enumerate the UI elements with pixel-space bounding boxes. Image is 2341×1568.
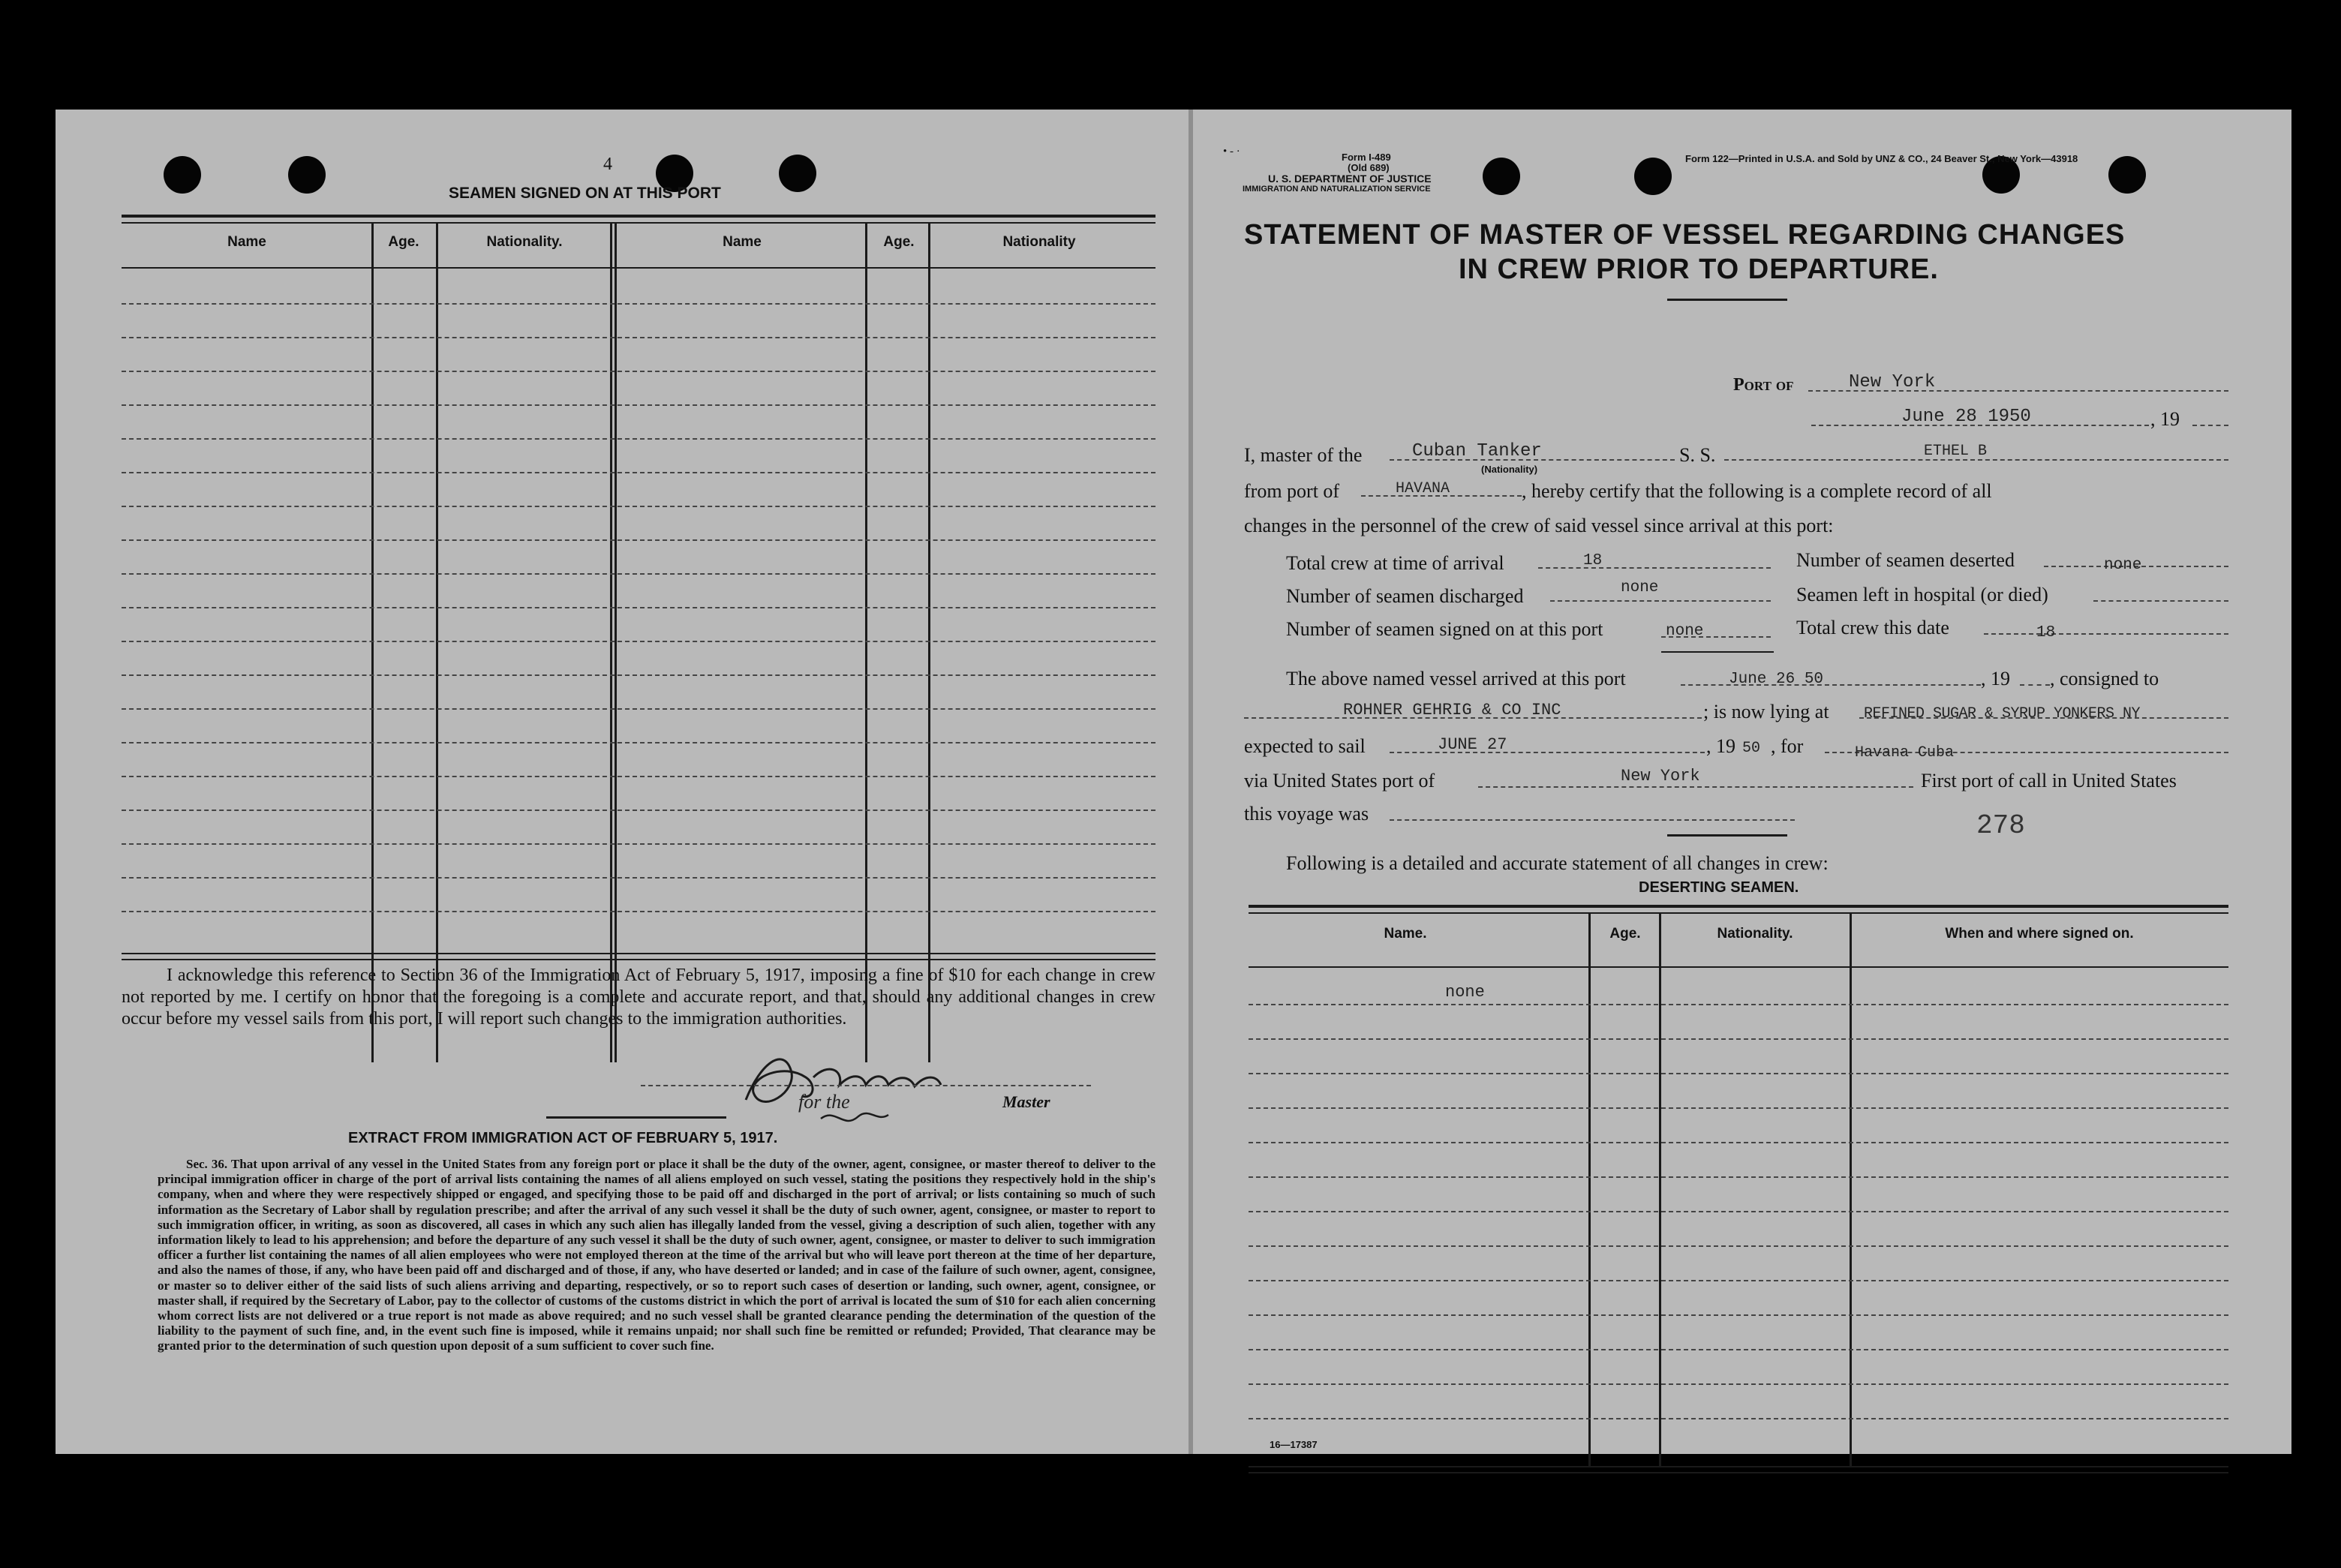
table-row <box>1249 1073 2228 1074</box>
title-underline <box>1667 299 1787 301</box>
scan-mark: • - · <box>1223 146 1240 158</box>
column-header-name: Name <box>227 234 266 250</box>
form-title-line1: STATEMENT OF MASTER OF VESSEL REGARDING CHANGES <box>1244 219 2126 251</box>
punch-hole <box>288 156 326 194</box>
nationality-value: Cuban Tanker <box>1412 441 1542 461</box>
table-row <box>1249 1349 2228 1350</box>
expected-year-prefix: , 19 <box>1706 735 1735 757</box>
from-port-value: HAVANA <box>1396 480 1450 497</box>
table-row <box>122 877 1155 879</box>
column-divider <box>928 224 930 1062</box>
seamen-signed-value: none <box>1666 623 1704 640</box>
deserting-column-signed-on: When and where signed on. <box>1945 926 2134 942</box>
deserting-table-bottom-rule <box>1249 1466 2228 1467</box>
this-voyage-label: this voyage was <box>1244 803 1369 825</box>
punch-hole <box>2108 156 2146 194</box>
deserting-table-bottom-rule <box>1249 1472 2228 1473</box>
page-number: 4 <box>603 155 612 174</box>
from-port-label: from port of <box>1244 480 1340 502</box>
table-row <box>122 404 1155 406</box>
table-top-rule <box>122 215 1155 218</box>
column-header-age-2: Age. <box>883 234 915 250</box>
deserting-table-top-rule <box>1249 912 2228 914</box>
table-top-rule <box>122 222 1155 224</box>
table-row <box>122 641 1155 642</box>
column-divider <box>610 224 612 1062</box>
date-year-line <box>2192 425 2228 426</box>
table-row <box>1249 1004 2228 1005</box>
table-row <box>122 472 1155 473</box>
table-row <box>1249 1245 2228 1247</box>
form-title-line2: IN CREW PRIOR TO DEPARTURE. <box>1459 254 1939 285</box>
table-row <box>1249 1314 2228 1316</box>
for-value: Havana Cuba <box>1855 744 1955 761</box>
page-fold <box>1189 110 1193 1454</box>
total-crew-date-line <box>1984 633 2228 635</box>
first-port-label: First port of call in United States <box>1921 770 2177 792</box>
expected-line <box>1390 752 1705 753</box>
total-crew-arrival-line <box>1538 567 1771 569</box>
seamen-discharged-line <box>1550 600 1771 602</box>
form-old: (Old 689) <box>1348 162 1390 173</box>
port-label: Port of <box>1733 375 1794 395</box>
signature-line <box>641 1085 1091 1086</box>
port-value: New York <box>1849 372 1936 392</box>
consignee-value: ROHNER GEHRIG & CO INC <box>1343 701 1561 719</box>
table-row <box>122 506 1155 507</box>
certify-text: , hereby certify that the following is a complete record of all <box>1522 480 1992 502</box>
changes-text: changes in the personnel of the crew of said vessel since arrival at this port: <box>1244 515 1834 536</box>
deserting-table-top-rule <box>1249 905 2228 908</box>
total-crew-date-value: 18 <box>2036 624 2056 641</box>
master-label: Master <box>1002 1092 1050 1111</box>
table-row <box>122 337 1155 338</box>
table-row <box>122 303 1155 305</box>
footer-code: 16—17387 <box>1270 1439 1318 1450</box>
consigned-label: , consigned to <box>2050 668 2159 689</box>
column-header-age: Age. <box>388 234 419 250</box>
vessel-name: ETHEL B <box>1924 443 1988 460</box>
expected-year-value: 50 <box>1742 740 1761 757</box>
table-row <box>122 911 1155 912</box>
seamen-hospital-line <box>2093 600 2228 602</box>
acknowledgement-text: I acknowledge this reference to Section 36 of the Immigration Act of February 5, 1917, imposing a fine of $10 for each change in crew not reported by me. I certify on honor that the foregoing is a complete and accurate report, and that, should any additional changes in crew occur before my vessel sails from this port, I will report such changes to the immigration authorities. <box>122 966 1155 1029</box>
date-value: June 28 1950 <box>1901 407 2031 427</box>
count-underline <box>1661 651 1774 653</box>
seamen-deserted-value: none <box>2104 557 2142 574</box>
deserting-entry: none <box>1445 983 1485 1002</box>
table-row <box>122 674 1155 676</box>
table-row <box>122 810 1155 811</box>
arrived-value: June 26 50 <box>1729 671 1824 688</box>
table-row <box>122 776 1155 777</box>
arrived-label: The above named vessel arrived at this port <box>1286 668 1626 689</box>
table-row <box>122 438 1155 440</box>
total-crew-arrival-value: 18 <box>1583 552 1603 569</box>
expected-value: JUNE 27 <box>1438 735 1507 754</box>
extract-text: Sec. 36. That upon arrival of any vessel in the United States from any foreign port or place it shall be the duty of the owner, agent, consignee, or master thereof to deliver to the principal immigration officer in charge of the port of arrival lists containing the names of all aliens employed on such vessel, stating the positions they respectively hold in the ship's company, when and where they were respectively shipped or engaged, and specifying those to be paid off and discharged in the port of arrival; or lists containing so much of such information as the Secretary of Labor shall by regulation prescribe; and after the arrival of any such vessel it shall be the duty of such owner, agent, consignee, or master to report to such immigration officer, in writing, as soon as discovered, all cases in which any such alien has illegally landed from the vessel, giving a description of such alien, together with any information likely to lead to his apprehension; and before the departure of any such vessel it shall be the duty of such owner, agent, consignee, or master to deliver to such immigration officer a further list containing the names of all alien employees who were not employed thereon at the time of the arrival but who will leave port thereon at the time of her departure, and also the names of those, if any, who have been paid off and discharged and of those, if any, who have deserted or landed; and in case of the failure of such owner, agent, consignee, or master so to deliver either of the said lists of such aliens arriving and departing, respectively, or so to report such cases of desertion or landing, such owner, agent, consignee, or master shall, if required by the Secretary of Labor, pay to the collector of customs of the customs district in which the port of arrival is located the sum of $10 for each alien concerning whom correct lists are not delivered or a true report is not made as above required; and no such vessel shall be granted clearance pending the determination of the question of the liability to the payment of such fine, and, in the event such fine is imposed, while it remains unpaid; nor shall such fine be remitted or refunded; Provided, That clearance may be granted prior to the determination of such question upon deposit of a sum sufficient to cover such fine. <box>158 1157 1155 1353</box>
column-divider <box>371 224 374 1062</box>
arrived-suffix: , 19 <box>1981 668 2010 689</box>
punch-hole <box>1634 158 1672 195</box>
punch-hole <box>1483 158 1520 195</box>
table-row <box>1249 1280 2228 1281</box>
table-row <box>1249 1211 2228 1212</box>
table-row <box>1249 1142 2228 1143</box>
seamen-hospital-label: Seamen left in hospital (or died) <box>1796 584 2048 605</box>
column-divider <box>865 224 867 1062</box>
via-label: via United States port of <box>1244 770 1435 792</box>
table-bottom-rule <box>122 959 1155 960</box>
document-sheet <box>56 110 2291 1454</box>
nationality-caption: (Nationality) <box>1481 464 1538 475</box>
table-bottom-rule <box>122 953 1155 954</box>
table-row <box>122 539 1155 541</box>
deserting-header-rule <box>1249 966 2228 968</box>
column-divider <box>436 224 438 1062</box>
seamen-discharged-value: none <box>1621 579 1659 596</box>
signature-note: for the <box>798 1091 850 1113</box>
arrived-year-line <box>2020 684 2050 686</box>
department: U. S. DEPARTMENT OF JUSTICE <box>1268 173 1432 185</box>
table-row <box>1249 1383 2228 1385</box>
arrived-line <box>1681 684 1981 686</box>
via-line <box>1478 786 1913 788</box>
deserting-column-name: Name. <box>1384 926 1427 942</box>
extract-title: EXTRACT FROM IMMIGRATION ACT OF FEBRUARY 5, 1917. <box>348 1130 778 1146</box>
deserting-column-nationality: Nationality. <box>1717 926 1793 942</box>
punch-hole <box>164 156 201 194</box>
ss-label: S. S. <box>1679 444 1716 466</box>
expected-label: expected to sail <box>1244 735 1366 757</box>
table-row <box>122 843 1155 845</box>
total-crew-arrival-label: Total crew at time of arrival <box>1286 552 1504 574</box>
table-row <box>1249 1418 2228 1419</box>
lying-value: REFINED SUGAR & SYRUP YONKERS NY <box>1864 705 2141 722</box>
seamen-deserted-label: Number of seamen deserted <box>1796 549 2015 571</box>
seamen-discharged-label: Number of seamen discharged <box>1286 585 1524 607</box>
form-number: Form I-489 <box>1342 152 1391 163</box>
following-text: Following is a detailed and accurate statement of all changes in crew: <box>1286 852 1829 874</box>
total-crew-date-label: Total crew this date <box>1796 617 1949 638</box>
via-value: New York <box>1621 767 1700 786</box>
table-row <box>122 371 1155 372</box>
this-voyage-line <box>1390 819 1795 821</box>
column-header-name-2: Name <box>723 234 762 250</box>
printer-note: Form 122—Printed in U.S.A. and Sold by UNZ & CO., 24 Beaver St., New York—43918 <box>1685 153 2078 164</box>
column-divider <box>615 224 617 1062</box>
table-row <box>1249 1107 2228 1109</box>
table-row <box>1249 1176 2228 1178</box>
table-row <box>122 708 1155 710</box>
deserting-title: DESERTING SEAMEN. <box>1639 879 1799 896</box>
table-row <box>122 607 1155 608</box>
for-label: , for <box>1771 735 1804 757</box>
table-row <box>122 742 1155 743</box>
punch-hole <box>779 155 816 192</box>
deserting-column-age: Age. <box>1609 926 1641 942</box>
service: IMMIGRATION AND NATURALIZATION SERVICE <box>1243 185 1431 194</box>
lying-label: ; is now lying at <box>1703 701 1829 722</box>
voyage-separator <box>1667 834 1787 837</box>
seamen-signed-label: Number of seamen signed on at this port <box>1286 618 1603 640</box>
header-rule <box>122 267 1155 269</box>
column-header-nationality: Nationality. <box>486 234 563 250</box>
extract-separator <box>546 1116 726 1119</box>
stamp-number: 278 <box>1976 810 2025 841</box>
section-title: SEAMEN SIGNED ON AT THIS PORT <box>449 185 721 202</box>
master-of-the-label: I, master of the <box>1244 444 1363 466</box>
date-suffix: , 19 <box>2150 408 2180 430</box>
column-header-nationality-2: Nationality <box>1002 234 1076 250</box>
table-row <box>1249 1038 2228 1040</box>
table-row <box>122 573 1155 575</box>
